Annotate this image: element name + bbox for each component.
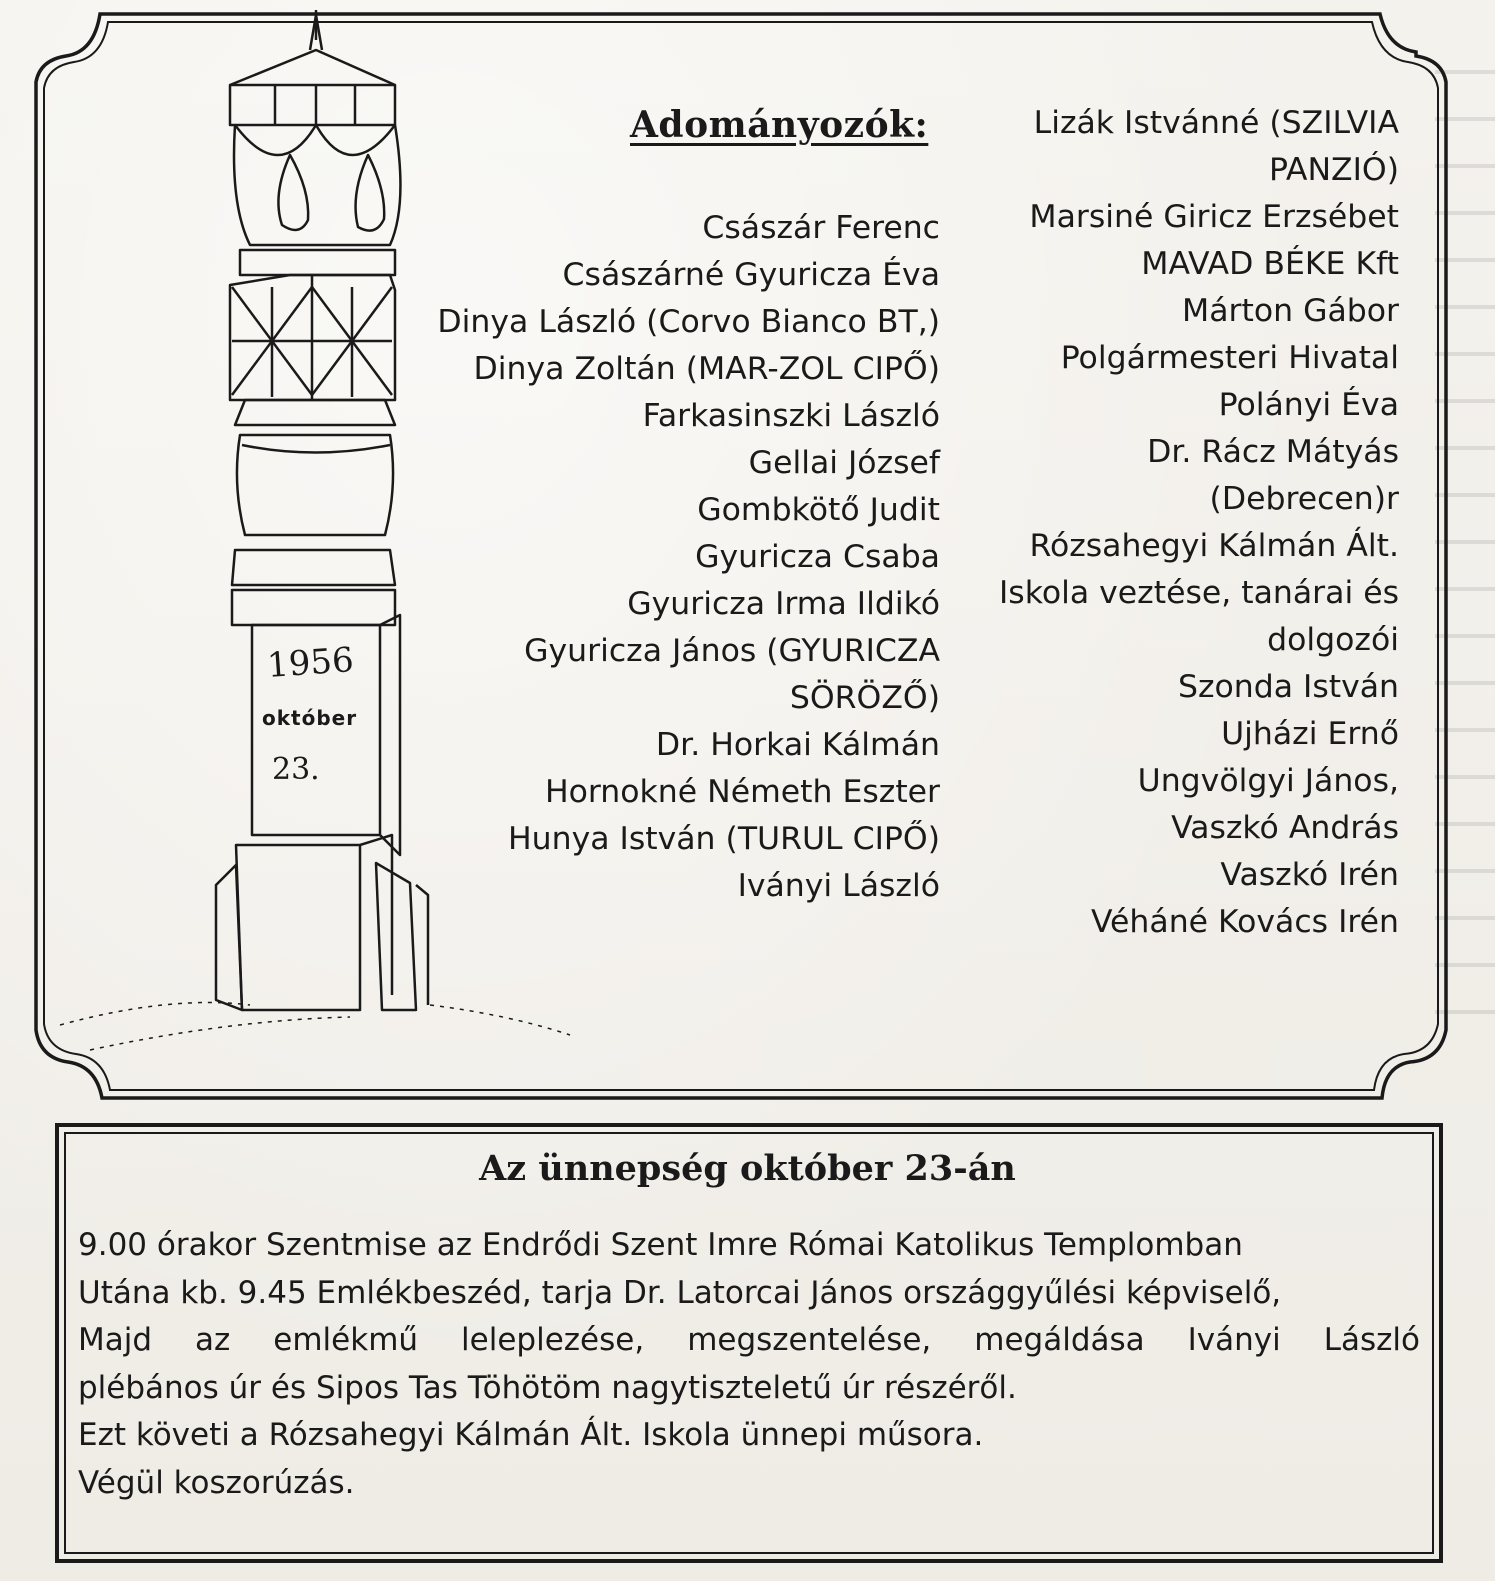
schedule-line: Majd az emlékmű leleplezése, megszentelése, megáldása Iványi László <box>78 1322 1420 1358</box>
donor-entry: Gombkötő Judit <box>697 492 940 528</box>
donor-entry: Dr. Rácz Mátyás <box>1147 434 1399 470</box>
donor-entry: Dinya László (Corvo Bianco BT,) <box>437 304 940 340</box>
donor-entry: Marsiné Giricz Erzsébet <box>1029 199 1399 235</box>
donors-left-column <box>380 205 940 910</box>
event-heading: Az ünnepség október 23-án <box>479 1148 1016 1189</box>
event-schedule <box>78 1222 1420 1507</box>
donor-entry: Szonda István <box>1177 669 1399 705</box>
donor-entry: dolgozói <box>1267 622 1399 658</box>
schedule-line: Ezt követi a Rózsahegyi Kálmán Ált. Iskola ünnepi műsora. <box>78 1417 984 1453</box>
donor-entry: Lizák Istvánné (SZILVIA <box>1033 105 1399 141</box>
donors-heading: Adományozók: <box>630 104 929 146</box>
donor-entry: Császár Ferenc <box>702 210 940 246</box>
schedule-line: Végül koszorúzás. <box>78 1464 355 1501</box>
donor-entry: Iványi László <box>737 868 940 904</box>
schedule-line: Utána kb. 9.45 Emlékbeszéd, tarja Dr. Latorcai János országgyűlési képviselő, <box>78 1274 1282 1311</box>
donor-entry: Ungvölgyi János, <box>1137 763 1399 799</box>
donor-entry: Vaszkó Irén <box>1220 857 1399 893</box>
donor-entry: Farkasinszki László <box>642 398 940 434</box>
donor-entry: Hornokné Németh Eszter <box>544 774 940 810</box>
donor-entry: Iskola veztése, tanárai és <box>999 575 1399 611</box>
donor-entry: Gyuricza Csaba <box>695 539 940 575</box>
donor-entry: Gyuricza Irma Ildikó <box>627 586 940 622</box>
donor-entry: PANZIÓ) <box>1268 152 1399 188</box>
donor-entry: (Debrecen)r <box>1209 481 1399 517</box>
donor-entry: Dr. Horkai Kálmán <box>655 727 940 763</box>
donor-entry: Császárné Gyuricza Éva <box>562 257 940 293</box>
donor-entry: Dinya Zoltán (MAR-ZOL CIPŐ) <box>473 351 940 387</box>
schedule-line: plébános úr és Sipos Tas Töhötöm nagytiszteletű úr részéről. <box>78 1369 1017 1406</box>
donors-right-column <box>939 100 1399 946</box>
donor-entry: Gellai József <box>748 445 940 481</box>
donor-entry: Ujházi Ernő <box>1221 716 1399 752</box>
donor-entry: Gyuricza János (GYURICZA <box>524 633 940 669</box>
monument-day: 23. <box>272 752 320 787</box>
donor-entry: Polgármesteri Hivatal <box>1060 340 1399 376</box>
donor-entry: Márton Gábor <box>1182 293 1399 329</box>
monument-year: 1956 <box>265 640 355 686</box>
monument-month: október <box>262 706 358 730</box>
donor-entry: Rózsahegyi Kálmán Ált. <box>1029 528 1399 564</box>
schedule-line: 9.00 órakor Szentmise az Endrődi Szent Imre Római Katolikus Templomban <box>78 1227 1243 1263</box>
donor-entry: Hunya István (TURUL CIPŐ) <box>507 821 940 857</box>
donor-entry: MAVAD BÉKE Kft <box>1141 246 1399 282</box>
donor-entry: Vaszkó András <box>1171 810 1399 846</box>
donor-entry: SÖRÖZŐ) <box>789 680 940 716</box>
donor-entry: Polányi Éva <box>1218 387 1399 423</box>
donor-entry: Véháné Kovács Irén <box>1090 904 1399 940</box>
